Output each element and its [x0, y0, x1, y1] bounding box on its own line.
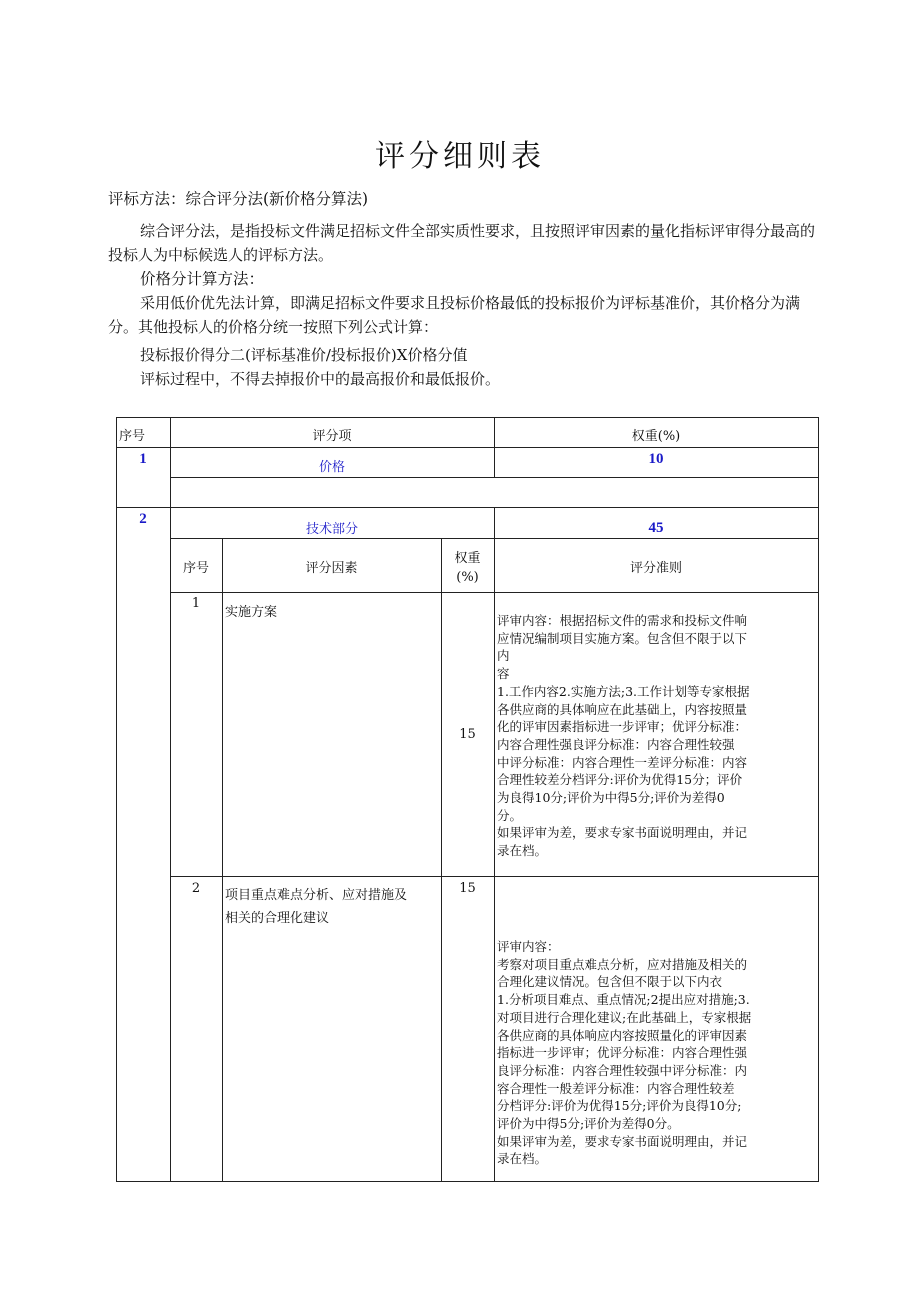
- criteria-line: 良评分标准：内容合理性较强中评分标准：内: [497, 1062, 748, 1078]
- criteria-line: 1.工作内容2.实施方法;3.工作计划等专家根据: [497, 683, 750, 699]
- method-intro: 综合评分法，是指投标文件满足招标文件全部实质性要求，且按照评审因素的量化指标评审得分最高的投标人为中标候选人的评标方法。: [108, 222, 816, 264]
- criteria-line: 指标进一步评审；优评分标准：内容合理性强: [497, 1045, 748, 1061]
- subrow2-no: 2: [191, 881, 201, 896]
- subrow1-criteria: [497, 612, 817, 860]
- header-item: 评分项: [312, 429, 352, 444]
- subrow1-factor: 实施方案: [225, 605, 278, 620]
- criteria-line: 内: [497, 648, 510, 664]
- criteria-line: 合理性较差分档评分:评价为优得15分；评价: [497, 772, 743, 788]
- criteria-line: 如果评审为差，要求专家书面说明理由，并记: [497, 825, 748, 841]
- price-formula: 投标报价得分二(评标基准价/投标报价)X价格分值: [140, 346, 468, 364]
- criteria-line: 评审内容：根据招标文件的需求和投标文件响: [497, 613, 748, 628]
- subheader-weight-bottom: (%): [456, 570, 479, 585]
- criteria-line: 内容合理性强良评分标准：内容合理性较强: [497, 736, 735, 752]
- grid-line: [494, 507, 495, 1182]
- grid-line: [116, 417, 117, 1182]
- price-heading: 价格分计算方法：: [140, 270, 265, 288]
- criteria-line: 应情况编制项目实施方案。包含但不限于以下: [497, 630, 748, 646]
- header-no: 序号: [119, 429, 146, 444]
- row2-item: 技术部分: [305, 522, 358, 537]
- subrow2-weight: 15: [459, 881, 476, 896]
- criteria-line: 中评分标准：内容合理性一差评分标准：内容: [497, 754, 748, 770]
- subheader-no: 序号: [182, 561, 209, 576]
- grid-line: [116, 447, 819, 448]
- criteria-line: 录在档。: [497, 843, 548, 859]
- criteria-line: 化的评审因素指标进一步评审；优评分标准：: [497, 719, 748, 735]
- criteria-line: 评价为中得5分;评价为差得0分。: [497, 1116, 680, 1132]
- subrow2-factor-line1: 项目重点难点分析、应对措施及: [225, 888, 408, 903]
- criteria-line: 如果评审为差，要求专家书面说明理由，并记: [497, 1133, 748, 1149]
- evaluation-note: 评标过程中，不得去掉报价中的最高报价和最低报价。: [140, 370, 501, 388]
- row1-item: 价格: [318, 460, 345, 475]
- subrow1-no: 1: [191, 596, 201, 611]
- criteria-line: 对项目进行合理化建议;在此基础上，专家根据: [497, 1009, 752, 1025]
- subheader-criteria: 评分准则: [629, 561, 682, 576]
- criteria-line: 评审内容：: [497, 939, 560, 954]
- page-title: 评分细则表: [375, 139, 545, 174]
- criteria-line: 为良得10分;评价为中得5分;评价为差得0: [497, 790, 725, 806]
- criteria-line: 录在档。: [497, 1151, 548, 1167]
- subrow2-factor-line2: 相关的合理化建议: [225, 911, 330, 926]
- criteria-line: 分档评分:评价为优得15分;评价为良得10分;: [497, 1098, 742, 1114]
- grid-line: [441, 538, 442, 1182]
- grid-line: [818, 417, 819, 1182]
- price-description: 采用低价优先法计算，即满足招标文件要求且投标价格最低的投标报价为评标基准价，其价格分为满分。其他投标人的价格分统一按照下列公式计算：: [108, 294, 801, 336]
- criteria-line: 各供应商的具体响应内容按照量化的评审因素: [497, 1027, 748, 1043]
- grid-line: [116, 507, 819, 508]
- header-weight: 权重(%): [631, 429, 681, 444]
- criteria-line: 容: [497, 666, 510, 682]
- grid-line: [222, 538, 223, 1182]
- criteria-line: 容合理性一般差评分标准：内容合理性较差: [497, 1080, 735, 1096]
- row2-weight: 45: [648, 520, 664, 536]
- grid-line: [116, 417, 819, 418]
- row1-no: 1: [139, 451, 147, 467]
- row1-weight: 10: [648, 451, 664, 467]
- row2-no: 2: [139, 511, 147, 527]
- subrow1-weight: 15: [459, 727, 476, 742]
- criteria-line: 分。: [497, 807, 523, 823]
- evaluation-method: 评标方法：综合评分法(新价格分算法): [108, 190, 369, 208]
- subheader-factor: 评分因素: [305, 561, 358, 576]
- criteria-line: 各供应商的具体响应在此基础上，内容按照量: [497, 701, 748, 717]
- subrow2-criteria: [497, 938, 817, 1168]
- subheader-weight-top: 权重: [454, 551, 481, 566]
- criteria-line: 考察对项目重点难点分析，应对措施及相关的: [497, 956, 748, 972]
- criteria-line: 合理化建议情况。包含但不限于以下内衣: [497, 974, 723, 990]
- criteria-line: 1.分析项目难点、重点情况;2提出应对措施;3.: [497, 992, 750, 1008]
